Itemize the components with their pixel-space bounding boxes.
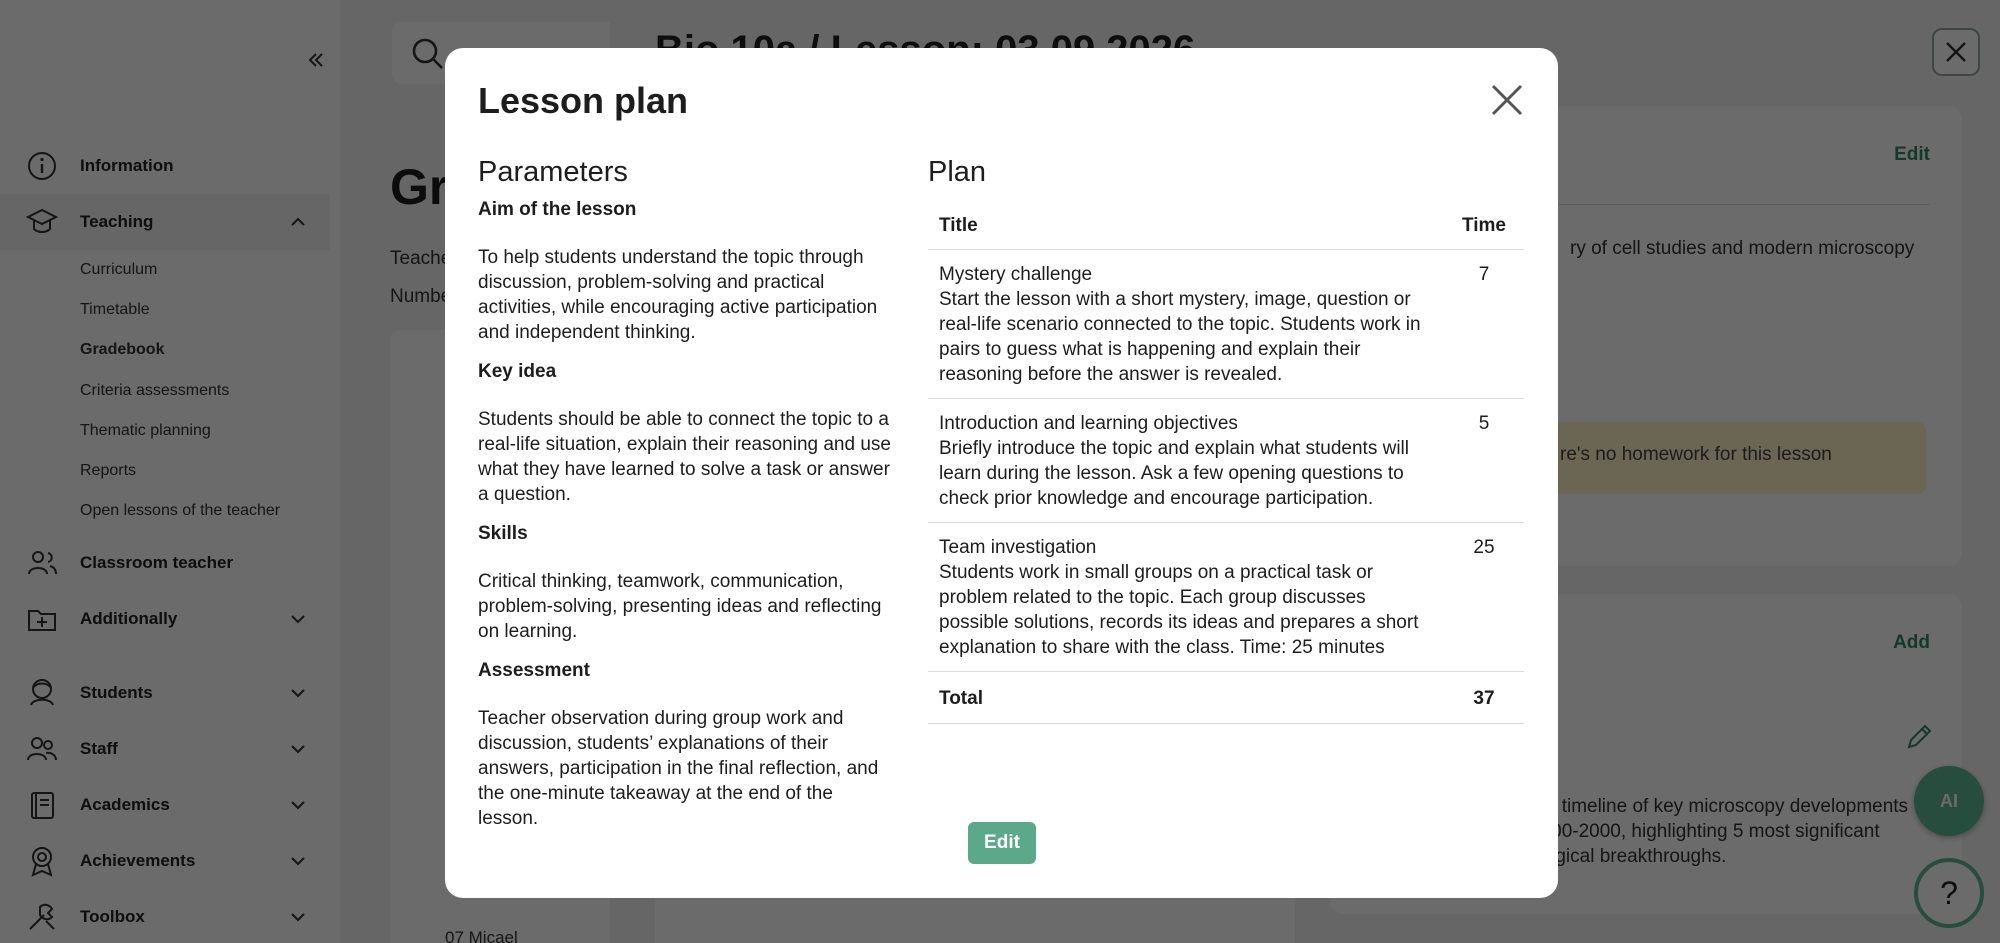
- plan-step: [928, 250, 1444, 399]
- plan-header-row: [928, 203, 1524, 250]
- skills-label: Skills: [478, 523, 528, 544]
- col-title: Title: [928, 203, 1444, 250]
- step-description: Briefly introduce the topic and explain what students will learn during the lesson. Ask a few opening questions to check prior knowledge and encourage participation.: [939, 438, 1409, 509]
- col-time: Time: [1444, 203, 1524, 250]
- table-row: [928, 399, 1524, 523]
- assessment-text: Teacher observation during group work and discussion, students’ explanations of their answers, participation in the final reflection, and the one-minute takeaway at the end of the lesson.: [478, 708, 879, 829]
- step-description: Start the lesson with a short mystery, image, question or real-life scenario connected to the topic. Students work in pairs to guess what is happening and explain their reasoning before the answer is revealed.: [939, 289, 1421, 385]
- total-row: [928, 672, 1524, 724]
- step-time: 7: [1444, 250, 1524, 399]
- plan-step: [928, 399, 1444, 523]
- step-description: Students work in small groups on a practical task or problem related to the topic. Each group discusses possible solutions, records its ideas and prepares a short explanation to share with the class. Time: 25 minutes: [939, 562, 1419, 658]
- modal-title: Lesson plan: [478, 80, 689, 121]
- step-title: Team investigation: [939, 537, 1097, 558]
- total-value: 37: [1444, 672, 1524, 724]
- plan-step: [928, 523, 1444, 672]
- edit-button[interactable]: Edit: [968, 822, 1036, 864]
- total-label: Total: [928, 672, 1444, 724]
- step-time: 5: [1444, 399, 1524, 523]
- step-time: 25: [1444, 523, 1524, 672]
- step-title: Introduction and learning objectives: [939, 413, 1238, 434]
- parameters-heading: Parameters: [478, 156, 628, 188]
- table-row: [928, 250, 1524, 399]
- aim-label: Aim of the lesson: [478, 199, 637, 220]
- plan-section: [928, 156, 1524, 724]
- skills-text: Critical thinking, teamwork, communication, problem-solving, presenting ideas and reflecting on learning.: [478, 571, 882, 642]
- key-idea-text: Students should be able to connect the topic to a real-life situation, explain their reasoning and use what they have learned to solve a task or answer a question.: [478, 409, 891, 505]
- table-row: [928, 523, 1524, 672]
- plan-heading: Plan: [928, 156, 987, 188]
- close-icon: [1490, 83, 1524, 117]
- assessment-label: Assessment: [478, 660, 590, 681]
- modal-close-button[interactable]: [1487, 80, 1527, 120]
- step-title: Mystery challenge: [939, 264, 1093, 285]
- plan-table: [928, 203, 1524, 724]
- parameters-section: [478, 156, 893, 847]
- aim-text: To help students understand the topic through discussion, problem-solving and practical activities, while encouraging active participation and independent thinking.: [478, 247, 878, 343]
- lesson-plan-modal: [445, 48, 1558, 898]
- key-idea-label: Key idea: [478, 361, 557, 382]
